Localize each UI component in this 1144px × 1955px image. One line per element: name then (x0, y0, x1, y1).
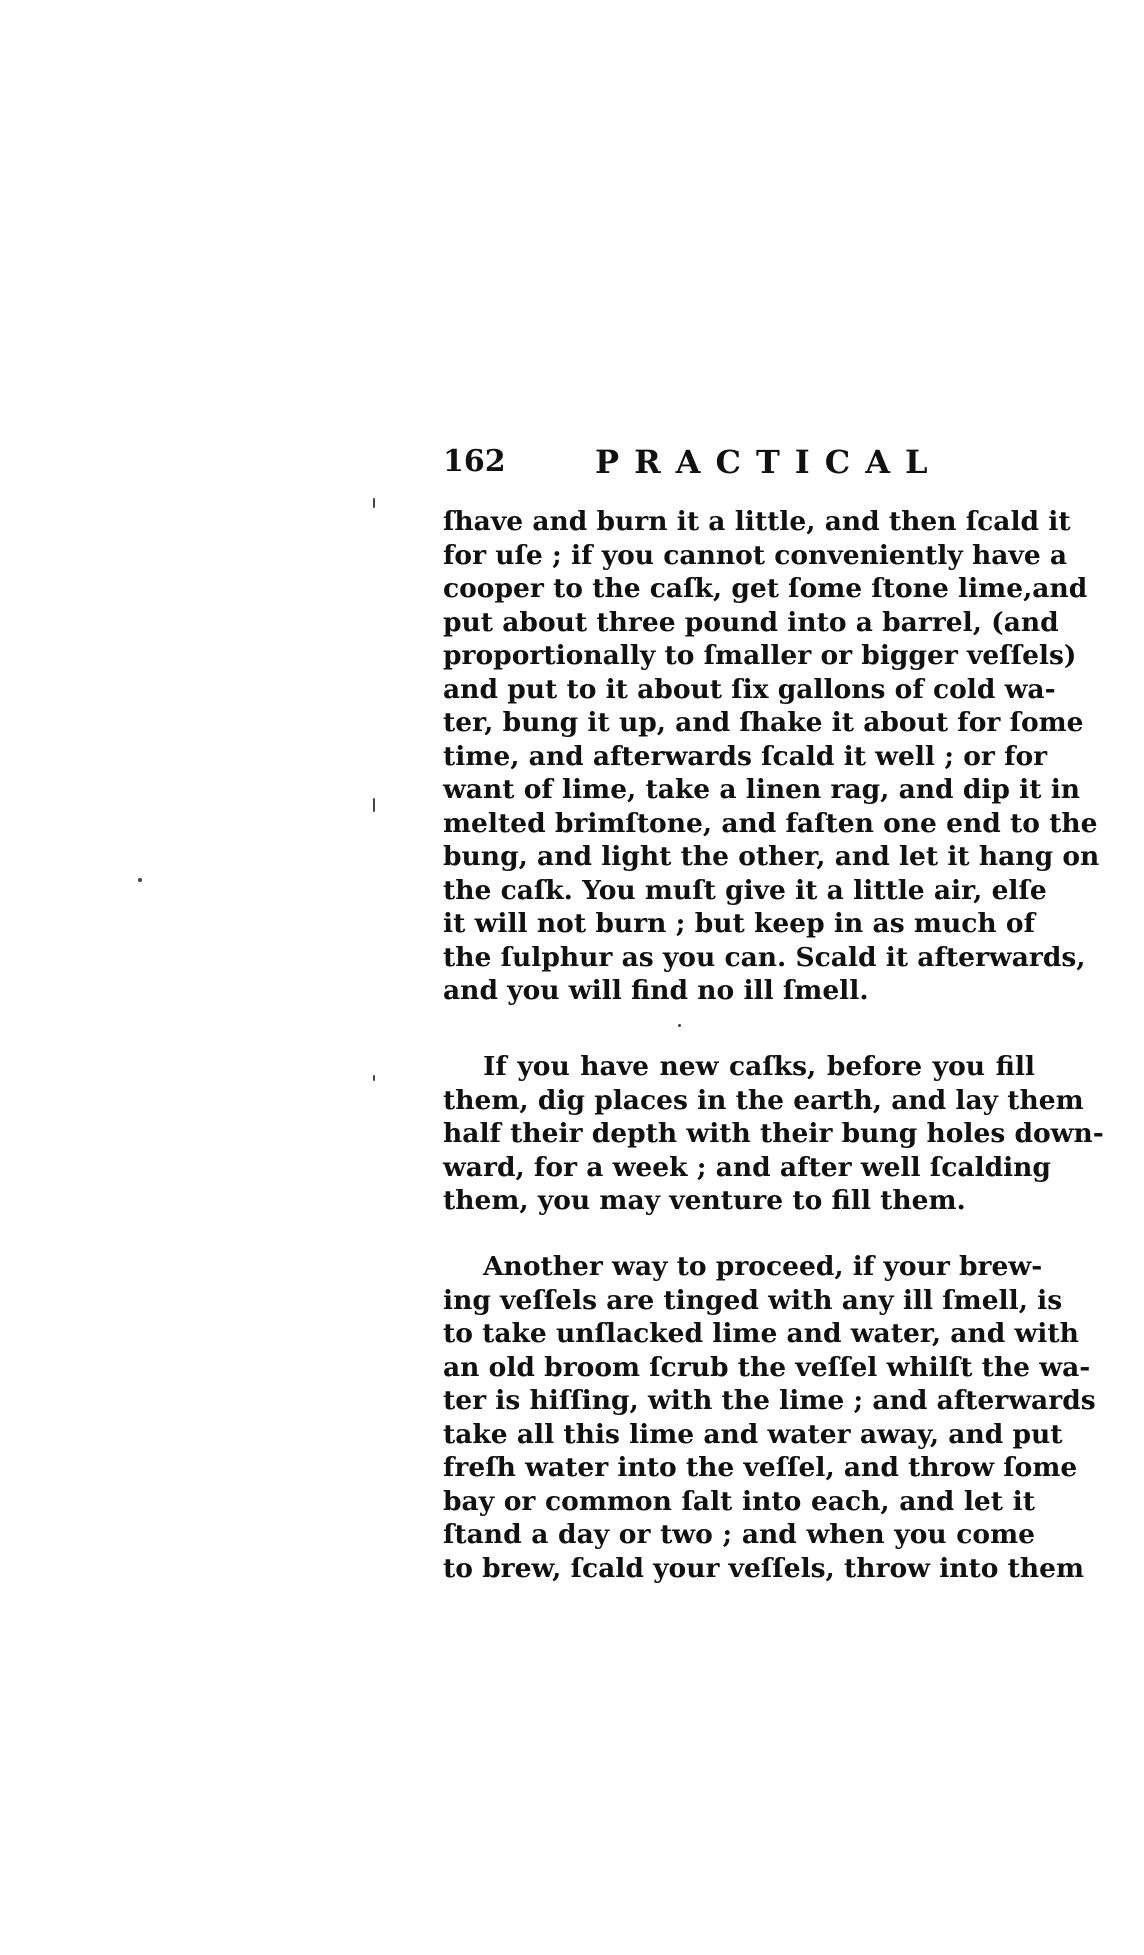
scan-speck (373, 798, 375, 812)
paragraph (443, 1250, 1096, 1585)
text-line: the ſulphur as you can. Scald it afterwards, (443, 941, 1086, 973)
scan-speck (678, 1024, 681, 1027)
text-line: it will not burn ; but keep in as much of (443, 908, 1035, 939)
text-line: take all this lime and water away, and put (443, 1418, 1063, 1450)
text-line: freſh water into the veſſel, and throw ſome (443, 1452, 1078, 1483)
text-line: melted brimſtone, and faſten one end to the (443, 807, 1098, 839)
text-line: half their depth with their bung holes down- (443, 1118, 1104, 1149)
text-line: want of lime, take a linen rag, and dip it in (443, 774, 1081, 805)
text-line: the caſk. You muſt give it a little air, elſe (443, 874, 1047, 906)
text-line: and put to it about ſix gallons of cold wa- (443, 673, 1056, 705)
scan-speck (373, 1075, 375, 1081)
text-line: to brew, ſcald your veſſels, throw into them (443, 1552, 1085, 1584)
text-line: ter is hiſſing, with the lime ; and afterwards (443, 1385, 1096, 1416)
text-line: time, and afterwards ſcald it well ; or for (443, 740, 1048, 772)
text-line: ſhave and burn it a little, and then ſcald it (443, 506, 1071, 537)
text-line: cooper to the caſk, get ſome ſtone lime,and (443, 573, 1088, 604)
paragraph (443, 505, 1100, 1008)
scan-speck (138, 878, 142, 882)
text-line: put about three pound into a barrel, (and (443, 606, 1059, 638)
text-line: ward, for a week ; and after well ſcalding (443, 1151, 1051, 1183)
scan-speck (373, 498, 375, 508)
text-line: Another way to proceed, if your brew- (483, 1251, 1043, 1282)
text-line: If you have new caſks, before you fill (483, 1051, 1035, 1082)
text-line: ſtand a day or two ; and when you come (443, 1519, 1035, 1550)
text-line: them, dig places in the earth, and lay them (443, 1084, 1084, 1116)
text-line: to take unſlacked lime and water, and with (443, 1318, 1079, 1349)
text-line: bay or common ſalt into each, and let it (443, 1485, 1035, 1517)
text-line: them, you may venture to fill them. (443, 1185, 966, 1216)
page-header (443, 440, 943, 484)
text-line: an old broom ſcrub the veſſel whilſt the wa- (443, 1351, 1091, 1383)
text-line: for uſe ; if you cannot conveniently have a (443, 539, 1068, 571)
running-head: PRACTICAL (595, 443, 943, 481)
paragraph (443, 1050, 1104, 1218)
text-line: and you will find no ill ſmell. (443, 975, 869, 1006)
text-line: ter, bung it up, and ſhake it about for ſome (443, 707, 1084, 738)
text-line: bung, and light the other, and let it hang on (443, 841, 1100, 872)
page-number: 162 (443, 444, 506, 479)
text-line: proportionally to ſmaller or bigger veſſels) (443, 640, 1077, 671)
text-line: ing veſſels are tinged with any ill ſmell, is (443, 1284, 1063, 1316)
